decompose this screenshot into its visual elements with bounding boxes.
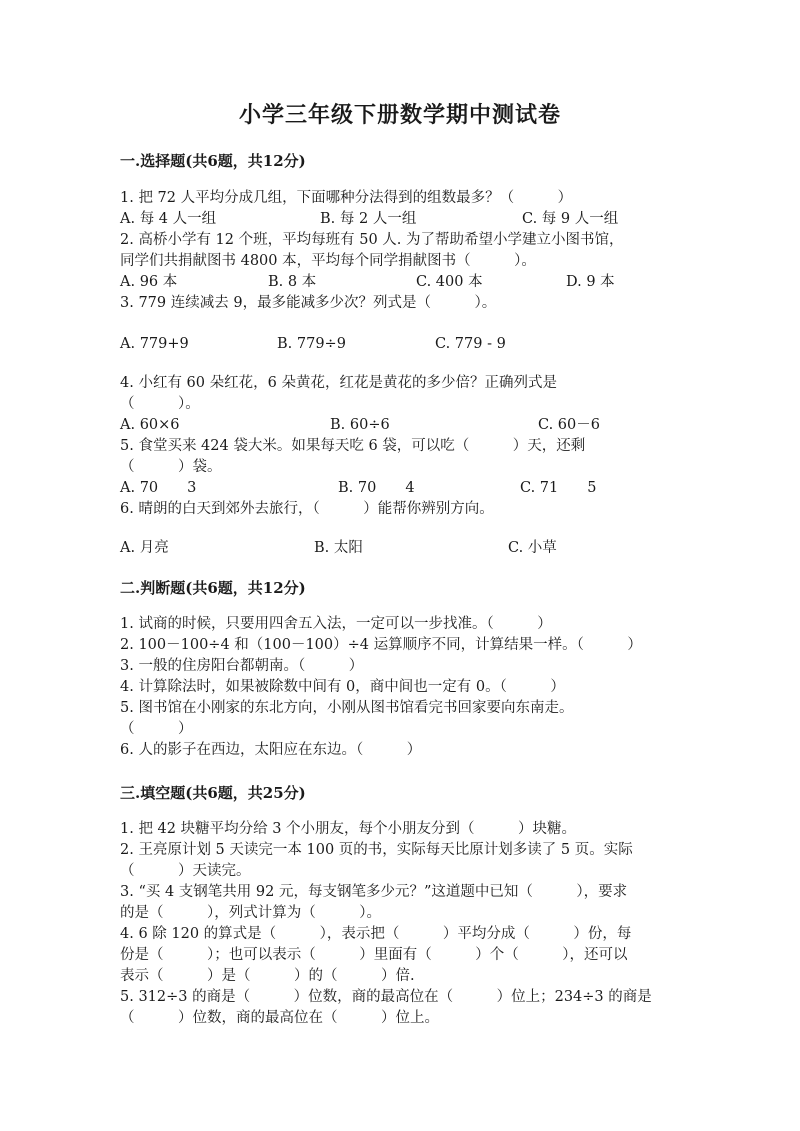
option-c: C. 779 - 9: [435, 336, 506, 352]
judge-line: 1. 试商的时候，只要用四舍五入法，一定可以一步找准。（ ）: [120, 616, 552, 632]
fill-line: 的是（ ），列式计算为（ ）。: [120, 905, 381, 921]
judge-line: 2. 100－100÷4 和（100－100）÷4 运算顺序不同，计算结果一样。（ ）: [120, 637, 642, 653]
fill-line: 2. 王亮原计划 5 天读完一本 100 页的书，实际每天比原计划多读了 5 页。实际: [120, 842, 633, 858]
option-c: C. 60－6: [538, 417, 600, 433]
question-line: 6. 晴朗的白天到郊外去旅行，（ ）能帮你辨别方向。: [120, 501, 494, 517]
option-b: B. 779÷9: [277, 336, 346, 352]
option-d: D. 9 本: [566, 274, 615, 290]
judge-line: 5. 图书馆在小刚家的东北方向，小刚从图书馆看完书回家要向东南走。: [120, 700, 574, 716]
fill-line: 1. 把 42 块糖平均分给 3 个小朋友，每个小朋友分到（ ）块糖。: [120, 821, 577, 837]
option-c: C. 小草: [508, 540, 557, 556]
option-a: A. 96 本: [120, 274, 178, 290]
fill-line: 表示（ ）是（ ）的（ ）倍.: [120, 968, 415, 984]
option-b: B. 60÷6: [330, 417, 390, 433]
question-line: 1. 把 72 人平均分成几组，下面哪种分法得到的组数最多？（ ）: [120, 190, 573, 206]
section-heading-choice: 一.选择题(共6题，共12分): [120, 152, 306, 170]
question-line: 3. 779 连续减去 9，最多能减多少次？列式是（ ）。: [120, 295, 497, 311]
option-a: A. 779+9: [120, 336, 189, 352]
option-c: C. 400 本: [416, 274, 483, 290]
fill-line: 5. 312÷3 的商是（ ）位数，商的最高位在（ ）位上；234÷3 的商是: [120, 989, 652, 1005]
option-a: A. 60×6: [120, 417, 180, 433]
question-line: 同学们共捐献图书 4800 本，平均每个同学捐献图书（ ）。: [120, 253, 536, 269]
judge-line: （ ）: [120, 721, 193, 737]
question-line: （ ）袋。: [120, 459, 222, 475]
judge-line: 6. 人的影子在西边，太阳应在东边。（ ）: [120, 742, 422, 758]
judge-line: 3. 一般的住房阳台都朝南。（ ）: [120, 658, 364, 674]
fill-line: 份是（ ）；也可以表示（ ）里面有（ ）个（ ），还可以: [120, 947, 628, 963]
option-b: B. 每 2 人一组: [320, 211, 417, 227]
question-line: 4. 小红有 60 朵红花，6 朵黄花，红花是黄花的多少倍？正确列式是: [120, 375, 557, 391]
fill-line: 4. 6 除 120 的算式是（ ），表示把（ ）平均分成（ ）份，每: [120, 926, 632, 942]
option-a: A. 每 4 人一组: [120, 211, 217, 227]
section-heading-judge: 二.判断题(共6题，共12分): [120, 579, 306, 597]
option-b: B. 8 本: [268, 274, 317, 290]
option-c: C. 每 9 人一组: [522, 211, 619, 227]
question-line: 5. 食堂买来 424 袋大米。如果每天吃 6 袋，可以吃（ ）天，还剩: [120, 438, 586, 454]
question-line: （ ）。: [120, 396, 200, 412]
page-title: 小学三年级下册数学期中测试卷: [238, 102, 561, 128]
fill-line: 3. “买 4 支钢笔共用 92 元，每支钢笔多少元？”这道题中已知（ ），要求: [120, 884, 628, 900]
question-line: 2. 高桥小学有 12 个班，平均每班有 50 人. 为了帮助希望小学建立小图书馆，: [120, 232, 624, 248]
option-c: C. 71 5: [520, 480, 597, 496]
judge-line: 4. 计算除法时，如果被除数中间有 0，商中间也一定有 0。（ ）: [120, 679, 565, 695]
section-heading-fill: 三.填空题(共6题，共25分): [120, 784, 306, 802]
option-a: A. 70 3: [120, 480, 197, 496]
option-b: B. 太阳: [314, 540, 363, 556]
option-b: B. 70 4: [338, 480, 415, 496]
fill-line: （ ）位数，商的最高位在（ ）位上。: [120, 1010, 439, 1026]
option-a: A. 月亮: [120, 540, 169, 556]
fill-line: （ ）天读完。: [120, 863, 251, 879]
